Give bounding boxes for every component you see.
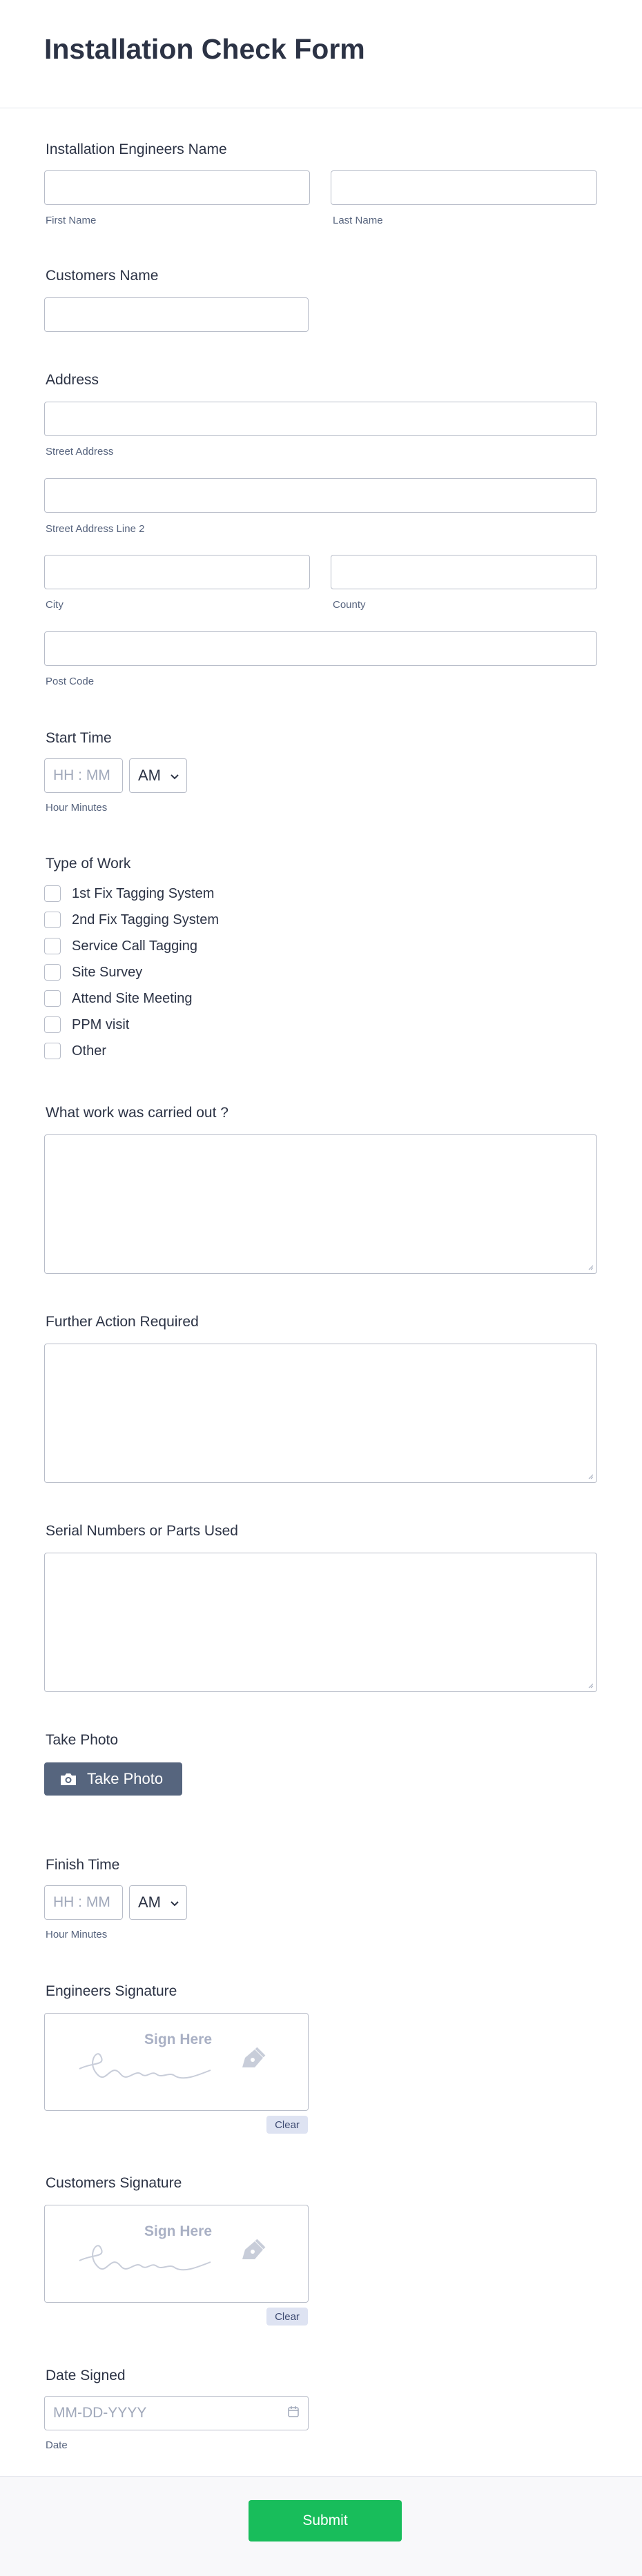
checkbox-label: Attend Site Meeting <box>72 990 193 1006</box>
start-time-placeholder: HH : MM <box>53 767 110 783</box>
calendar-icon[interactable] <box>287 2406 300 2421</box>
checkbox[interactable] <box>44 1043 61 1059</box>
street-address-sublabel: Street Address <box>46 446 114 458</box>
pen-icon <box>238 2236 269 2266</box>
engineer-signature-pad[interactable] <box>44 2013 309 2111</box>
finish-time-ampm-select[interactable] <box>129 1885 187 1920</box>
chevron-down-icon <box>170 1894 179 1911</box>
date-placeholder: MM-DD-YYYY <box>53 2405 147 2421</box>
checkbox-label: Service Call Tagging <box>72 938 197 954</box>
serial-numbers-label: Serial Numbers or Parts Used <box>46 1523 238 1539</box>
take-photo-label: Take Photo <box>46 1732 119 1748</box>
checkbox-label: PPM visit <box>72 1016 130 1032</box>
finish-time-sublabel: Hour Minutes <box>46 1929 108 1940</box>
further-action-textarea[interactable] <box>44 1344 597 1483</box>
resize-grip-icon[interactable] <box>587 1473 594 1479</box>
work-carried-out-textarea[interactable] <box>44 1134 597 1274</box>
checkbox-option[interactable] <box>44 989 193 1008</box>
submit-button[interactable]: Submit <box>249 2500 402 2541</box>
type-of-work-label: Type of Work <box>46 856 131 872</box>
checkbox[interactable] <box>44 938 61 954</box>
street-address-2-input[interactable] <box>44 478 597 513</box>
checkbox-label: Other <box>72 1043 107 1059</box>
work-carried-out-label: What work was carried out ? <box>46 1105 228 1121</box>
post-code-input[interactable] <box>44 631 597 666</box>
checkbox-option[interactable] <box>44 884 214 903</box>
take-photo-button[interactable] <box>44 1762 182 1796</box>
sign-here-text: Sign Here <box>144 2223 213 2239</box>
date-sublabel: Date <box>46 2439 68 2451</box>
sign-here-text: Sign Here <box>144 2032 213 2047</box>
customer-name-input[interactable] <box>44 297 309 332</box>
pen-icon <box>238 2044 269 2074</box>
checkbox-option[interactable] <box>44 1015 129 1034</box>
street-address-input[interactable] <box>44 402 597 436</box>
further-action-label: Further Action Required <box>46 1314 199 1330</box>
finish-time-input[interactable] <box>44 1885 123 1920</box>
engineer-signature-label: Engineers Signature <box>46 1983 177 1999</box>
take-photo-button-label: Take Photo <box>87 1770 164 1787</box>
customer-signature-label: Customers Signature <box>46 2175 182 2191</box>
checkbox[interactable] <box>44 964 61 981</box>
checkbox[interactable] <box>44 885 61 902</box>
start-time-sublabel: Hour Minutes <box>46 802 108 814</box>
customer-signature-pad[interactable] <box>44 2205 309 2303</box>
checkbox-label: 2nd Fix Tagging System <box>72 912 220 927</box>
post-code-sublabel: Post Code <box>46 676 95 687</box>
city-input[interactable] <box>44 555 310 589</box>
checkbox[interactable] <box>44 1016 61 1033</box>
start-time-ampm-value: AM <box>138 767 161 784</box>
engineer-last-name-input[interactable] <box>331 170 597 205</box>
checkbox-label: 1st Fix Tagging System <box>72 885 215 901</box>
checkbox[interactable] <box>44 912 61 928</box>
serial-numbers-textarea[interactable] <box>44 1553 597 1692</box>
last-name-sublabel: Last Name <box>333 215 383 226</box>
finish-time-ampm-value: AM <box>138 1894 161 1911</box>
county-input[interactable] <box>331 555 597 589</box>
chevron-down-icon <box>170 767 179 785</box>
camera-icon <box>59 1771 77 1787</box>
date-signed-label: Date Signed <box>46 2368 126 2383</box>
finish-time-placeholder: HH : MM <box>53 1894 110 1910</box>
engineer-first-name-input[interactable] <box>44 170 310 205</box>
checkbox-option[interactable] <box>44 1041 106 1061</box>
first-name-sublabel: First Name <box>46 215 97 226</box>
start-time-ampm-select[interactable] <box>129 758 187 793</box>
finish-time-label: Finish Time <box>46 1857 120 1873</box>
resize-grip-icon[interactable] <box>587 1682 594 1689</box>
resize-grip-icon[interactable] <box>587 1264 594 1270</box>
start-time-input[interactable] <box>44 758 123 793</box>
checkbox-label: Site Survey <box>72 964 143 980</box>
page-title: Installation Check Form <box>44 33 365 65</box>
engineer-signature-clear-button[interactable]: Clear <box>266 2116 308 2134</box>
county-sublabel: County <box>333 599 366 611</box>
checkbox[interactable] <box>44 990 61 1007</box>
checkbox-option[interactable] <box>44 963 142 982</box>
street-address-2-sublabel: Street Address Line 2 <box>46 523 145 535</box>
checkbox-option[interactable] <box>44 936 197 956</box>
address-label: Address <box>46 372 99 388</box>
engineer-name-label: Installation Engineers Name <box>46 141 227 157</box>
customer-signature-clear-button[interactable]: Clear <box>266 2308 308 2326</box>
city-sublabel: City <box>46 599 64 611</box>
start-time-label: Start Time <box>46 730 112 746</box>
checkbox-option[interactable] <box>44 910 219 930</box>
date-signed-input[interactable] <box>44 2396 309 2430</box>
customer-name-label: Customers Name <box>46 268 159 284</box>
